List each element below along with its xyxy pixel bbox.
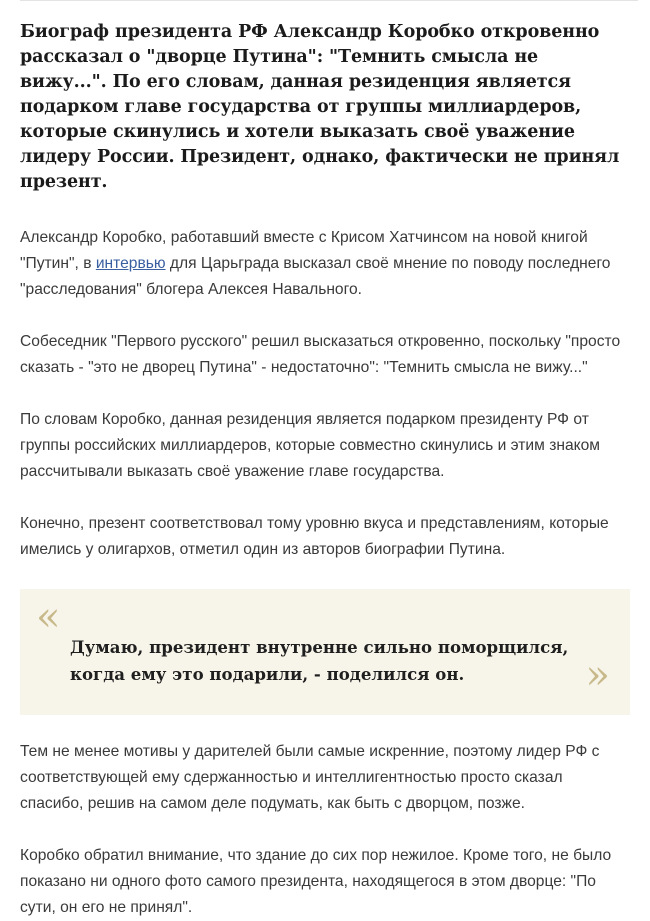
paragraph-2: Собеседник "Первого русского" решил высказаться откровенно, поскольку "просто сказать - "это не дворец Путина" - недостаточно": "Темнить смысла не вижу...": [20, 333, 621, 376]
paragraph-5: Тем не менее мотивы у дарителей были самые искренние, поэтому лидер РФ с соответствующей ему сдержанностью и интеллигентностью просто сказал спасибо, решив на самом деле подумать, как быть с дворцом, позже.: [20, 743, 600, 812]
quote-text: Думаю, президент внутренне сильно поморщился, когда ему это подарили, - поделился он.: [70, 637, 569, 684]
close-quote-icon: »: [585, 652, 610, 698]
open-quote-icon: «: [36, 594, 61, 640]
article-body: [20, 20, 630, 921]
paragraph-4: Конечно, презент соответствовал тому уровню вкуса и представлениям, которые имелись у олигархов, отметил один из авторов биографии Путина.: [20, 515, 609, 558]
paragraph-6: Коробко обратил внимание, что здание до сих пор нежилое. Кроме того, не было показано ни одного фото самого президента, находящегося в этом дворце: "По сути, он его не принял".: [20, 847, 612, 916]
interview-link[interactable]: интервью: [95, 255, 166, 272]
paragraph-1-text-start: Александр Коробко, работавший вместе с Крисом Хатчинсом на новой книгой "Путин", в: [20, 229, 588, 272]
paragraph-1: [20, 225, 630, 303]
blockquote: [20, 589, 630, 715]
article-lead: Биограф президента РФ Александр Коробко откровенно рассказал о "дворце Путина": "Темнить смысла не вижу...". По его словам, данная резиденция является подарком главе государства от группы миллиардеров, которые скинулись и хотели выказать своё уважение лидеру России. Президент, однако, фактически не принял презент.: [20, 22, 620, 192]
paragraph-3: По словам Коробко, данная резиденция является подарком президенту РФ от группы российских миллиардеров, которые совместно скинулись и этим знаком рассчитывали выказать своё уважение главе государства.: [20, 411, 601, 480]
paragraph-1-text-end: для Царьграда высказал своё мнение по поводу последнего "расследования" блогера Алексея Навального.: [20, 255, 611, 298]
top-divider: [20, 0, 638, 1]
